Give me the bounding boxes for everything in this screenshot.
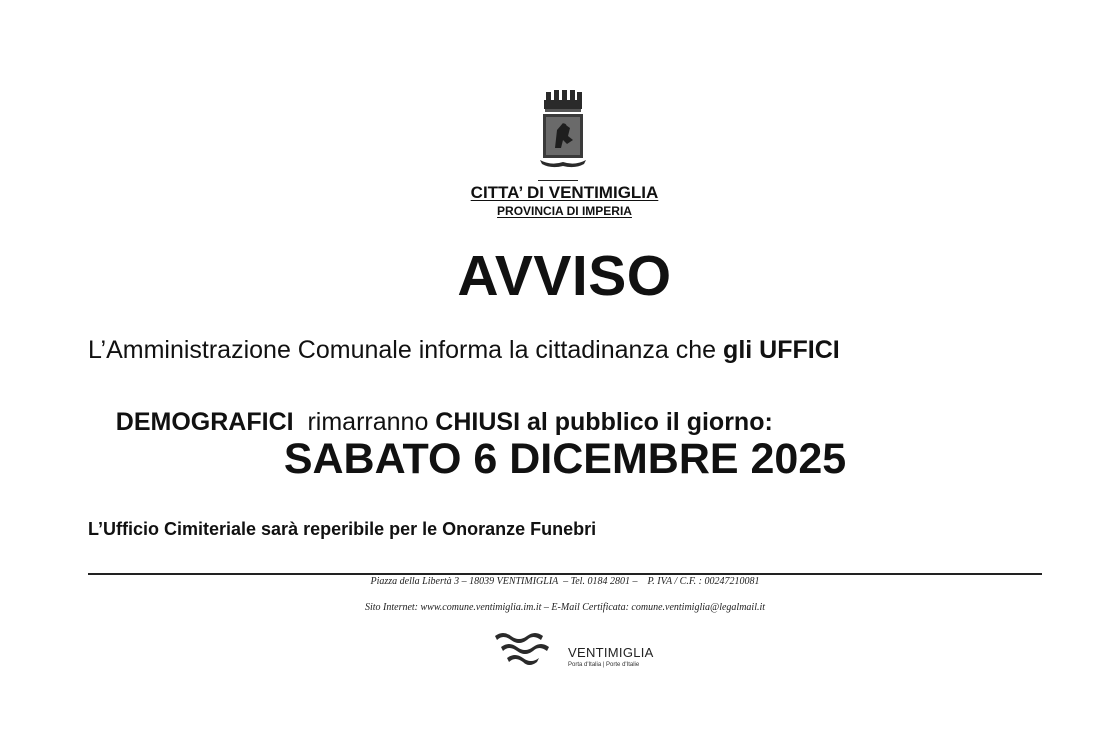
province-name — [420, 204, 709, 219]
city-name — [420, 183, 709, 203]
ventimiglia-logo-name: VENTIMIGLIA — [568, 645, 654, 660]
city-name-text: CITTA’ DI VENTIMIGLIA — [470, 183, 659, 202]
notice-body-line-2-normal: rimarranno — [293, 408, 436, 436]
notice-title: AVVISO — [457, 244, 672, 308]
notice-body-line-1 — [88, 332, 1008, 368]
closure-date: SABATO 6 DICEMBRE 2025 — [283, 435, 847, 483]
notice-body-line-1-normal: L’Amministrazione Comunale informa la cittadinanza che — [88, 336, 724, 364]
footer-web-contacts: Sito Internet: www.comune.ventimiglia.im.it – E-Mail Certificata: comune.ventimiglia@legalmail.it — [364, 602, 766, 613]
province-name-text: PROVINCIA DI IMPERIA — [497, 204, 632, 218]
footer-address: Piazza della Libertà 3 – 18039 VENTIMIGLIA – Tel. 0184 2801 – P. IVA / C.F. : 00247210081 — [370, 576, 760, 587]
header-divider — [538, 180, 578, 181]
notice-body-line-2-bold-b: CHIUSI al pubblico il giorno: — [435, 408, 773, 436]
notice-body-line-2-bold-a: DEMOGRAFICI — [115, 408, 294, 436]
ventimiglia-waves-logo-icon — [493, 628, 557, 668]
notice-body-line-1-bold: gli UFFICI — [723, 336, 840, 364]
city-coat-of-arms-icon — [537, 90, 589, 170]
ventimiglia-logo-tagline: Porta d'Italia | Porte d'Italie — [568, 662, 640, 668]
cemetery-office-note: L’Ufficio Cimiteriale sarà reperibile per le Onoranze Funebri — [88, 519, 597, 539]
